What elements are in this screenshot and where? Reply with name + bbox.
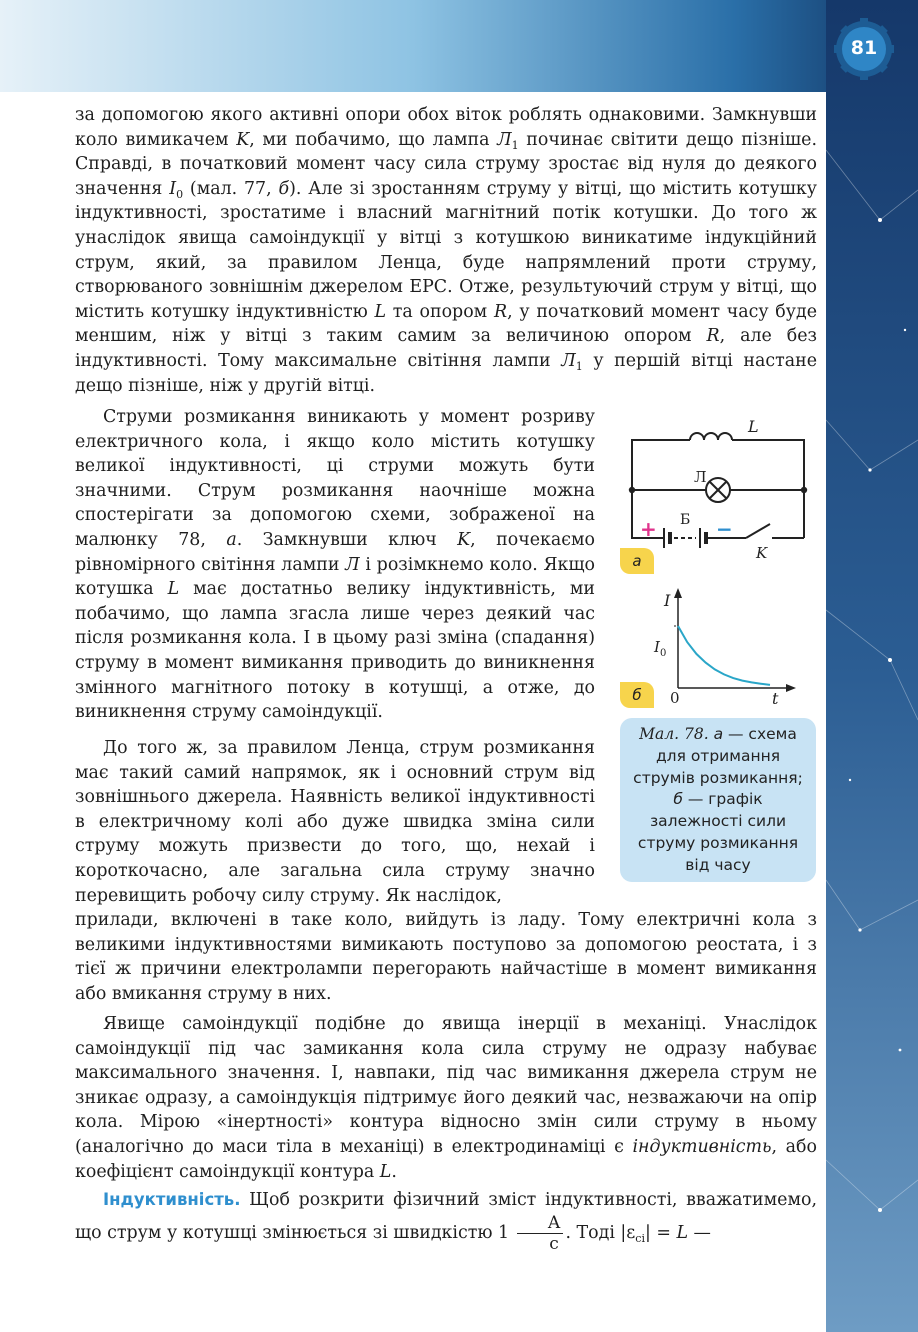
page-number-badge (826, 18, 902, 80)
battery-label: Б (680, 512, 691, 528)
lamp-label: Л (694, 468, 707, 486)
caption-line-2: для отримання (655, 746, 781, 765)
paragraph-3: До того ж, за правилом Ленца, струм розмикання має такий самий напрямок, як і основний струм від зовнішнього джерела. Наявність великої індуктивності в електричному колі або дуже швидка зміна сили струму можуть призвести до того, що, нехай і короткочасно, але загальна сила струму значно перевищить робочу силу струму. Як наслідок, (75, 738, 595, 906)
figure-caption (620, 718, 816, 882)
coil-label: L (748, 417, 759, 436)
term-inductance: Індуктивність. (103, 1190, 241, 1209)
caption-line-1: Мал. 78. а — схема (639, 725, 797, 743)
caption-line-7: від часу (685, 855, 751, 874)
i0-label: $I_0$ (654, 638, 667, 659)
figure-a-card (620, 412, 816, 574)
caption-line-6: струму розмикання (637, 833, 799, 852)
minus-sign: − (716, 517, 733, 541)
caption-line-5: залежності сили (649, 812, 787, 831)
x-axis-label: t (772, 689, 779, 708)
caption-line-3: струмів розмикання; (633, 768, 803, 787)
y-axis-label: I (664, 591, 671, 610)
page-number: 81 (850, 37, 878, 59)
caption-line-4: б — графік (673, 790, 763, 809)
paragraph-4: Явище самоіндукції подібне до явища інерції в механіці. Унаслідок самоіндукції під час замикання кола сила струму не одразу набуває максимального значення. І, навпаки, під час вимикання джерела струм не зникає одразу, а самоіндукція підтримує його деякий час, незважаючи на опір кола. Мірою «інертності» контура відносно змін сили струму в ньому (аналогічно до маси тіла в механіці) в електродинаміці є індуктивність, або коефіцієнт самоіндукції контура L. (75, 1014, 817, 1182)
plus-sign: + (640, 517, 657, 541)
key-label: K (756, 544, 768, 562)
unit-fraction: $\frac{А}{с}$ (517, 1213, 564, 1254)
paragraph-5: Індуктивність. Щоб розкрити фізичний зміст індуктивності, вважатимемо, що струм у котушці змінюється зі швидкістю 1 $\frac{А}{с}$ . Тоді $|\varepsilon_{сі}| = L$ — (75, 1190, 817, 1254)
origin-label: 0 (670, 689, 680, 707)
decay-curve (678, 626, 770, 685)
figure-b-card (620, 584, 816, 708)
figure-a-tag: а (620, 548, 654, 574)
paragraph-2: Струми розмикання виникають у момент розриву електричного кола, і якщо коло містить котушку великої індуктивності, ці струми можуть бути значними. Струм розмикання наочніше можна спостерігати за допомогою схеми, зображеної на малюнку 78, а. Замкнувши ключ K, почекаємо рівномірного світіння лампи Л і розімкнемо коло. Якщо котушка L має достатньо велику індуктивність, ми побачимо, що лампа згасла лише через деякий час після розмикання кола. І в цьому разі зміна (спадання) струму в момент вимикання приводить до виникнення змінного магнітного потоку в котушці, а отже, до виникнення струму самоіндукції. (75, 407, 596, 723)
figure-b-tag: б (620, 682, 654, 708)
paragraph-3-continued: прилади, включені в таке коло, вийдуть із ладу. Тому електричні кола з великими індуктивностями вимикають поступово за допомогою реостата, і з тієї ж причини електролампи перегорають найчастіше в момент вимикання або вмикання струму в них. (75, 910, 817, 1004)
paragraph-1: за допомогою якого активні опори обох віток роблять однаковими. Замкнувши коло вимикачем K, ми побачимо, що лампа $Л_1$ починає світити дещо пізніше. Справді, в початковий момент часу сила струму зростає від нуля до деякого значення $I_0$ (мал. 77, б). Але зі зростанням струму у вітці, що містить котушку індуктивності, зростатиме і власний магнітний потік котушки. До того ж унаслідок явища самоіндукції у вітці з котушкою виникатиме індукційний струм, який, за правилом Ленца, буде напрямлений проти струму, створюваного зовнішнім джерелом ЕРС. Отже, результуючий струм у вітці, що містить котушку індуктивністю L та опором R, у початковий момент часу буде меншим, ніж у вітці з таким самим за величиною опором R, але без індуктивності. Тому максимальне світіння лампи $Л_1$ у першій вітці настане дещо пізніше, ніж у другій вітці. (75, 105, 818, 396)
